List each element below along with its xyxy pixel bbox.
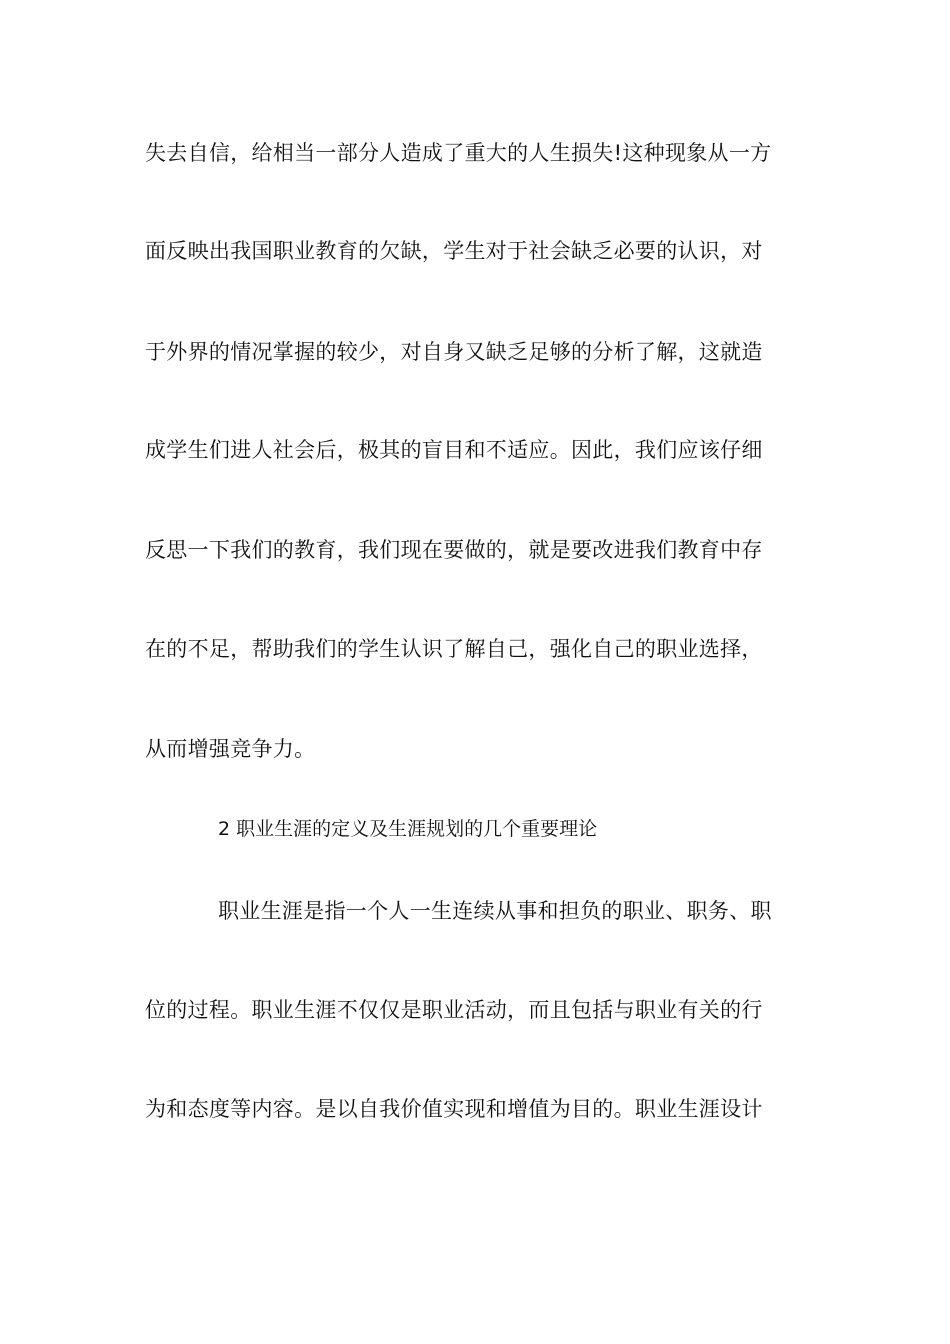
paragraph-line: 在的不足，帮助我们的学生认识了解自己，强化自己的职业选择， bbox=[145, 637, 763, 661]
section-heading: 2 职业生涯的定义及生涯规划的几个重要理论 bbox=[218, 818, 598, 840]
paragraph-line: 职业生涯是指一个人一生连续从事和担负的职业、职务、职 bbox=[218, 899, 772, 923]
paragraph-line: 位的过程。职业生涯不仅仅是职业活动，而且包括与职业有关的行 bbox=[145, 998, 763, 1022]
paragraph-line: 成学生们进人社会后，极其的盲目和不适应。因此，我们应该仔细 bbox=[145, 438, 763, 462]
paragraph-line: 面反映出我国职业教育的欠缺，学生对于社会缺乏必要的认识，对 bbox=[145, 239, 763, 263]
paragraph-line: 失去自信，给相当一部分人造成了重大的人生损失!这种现象从一方 bbox=[145, 141, 772, 165]
paragraph-line: 从而增强竞争力。 bbox=[145, 737, 316, 761]
paragraph-line: 于外界的情况掌握的较少，对自身又缺乏足够的分析了解，这就造 bbox=[145, 340, 763, 364]
paragraph-line: 为和态度等内容。是以自我价值实现和增值为目的。职业生涯设计 bbox=[145, 1097, 763, 1121]
paragraph-line: 反思一下我们的教育，我们现在要做的，就是要改进我们教育中存 bbox=[145, 538, 763, 562]
